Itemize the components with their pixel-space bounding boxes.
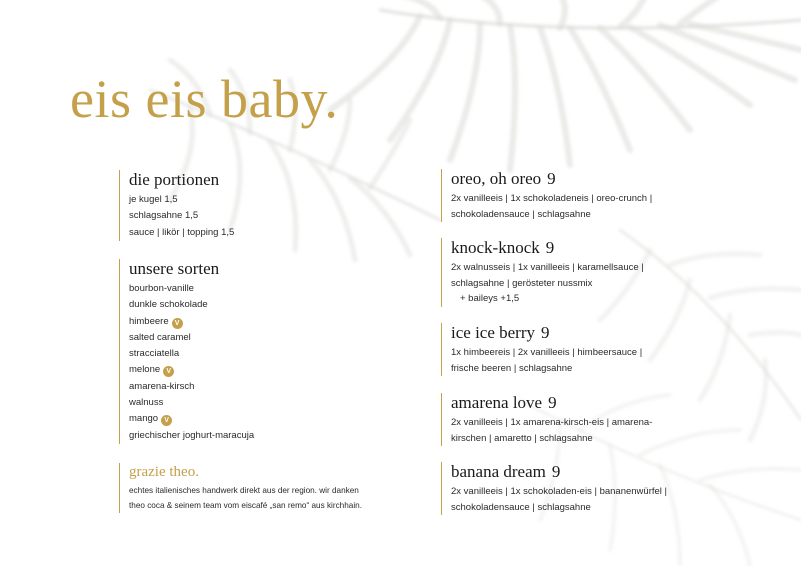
menu-item-title	[451, 393, 652, 413]
menu-item-desc: 2x walnusseis | 1x vanilleeis | karamellsauce |	[451, 262, 644, 273]
flavor-item	[129, 379, 254, 395]
menu-item-amarena-love	[441, 393, 652, 446]
flavor-name: amarena-kirsch	[129, 380, 195, 392]
grazie-text: theo coca & seinem team vom eiscafé „san remo“ aus kirchhain.	[129, 501, 362, 510]
flavor-item	[129, 330, 254, 346]
grazie-section	[119, 463, 362, 513]
flavor-item	[129, 411, 254, 427]
portion-line: sauce | likör | topping 1,5	[129, 226, 235, 238]
portionen-heading: die portionen	[129, 170, 220, 189]
menu-item-desc: schlagsahne | gerösteter nussmix	[451, 277, 593, 289]
menu-item-price: 9	[548, 393, 557, 412]
flavor-item	[129, 281, 254, 297]
menu-item-knock-knock	[441, 238, 644, 307]
menu-item-desc: 2x vanilleeis | 1x schokoladeneis | oreo-crunch |	[451, 193, 653, 204]
flavor-name: griechischer joghurt-maracuja	[129, 429, 255, 441]
flavor-name: stracciatella	[129, 348, 180, 360]
menu-item-desc: frische beeren | schlagsahne	[451, 362, 573, 374]
menu-item-desc: schokoladensauce | schlagsahne	[451, 501, 591, 513]
vegan-badge-icon: V	[161, 415, 172, 426]
portionen-section	[119, 170, 234, 241]
menu-item-name: banana dream	[451, 462, 546, 481]
menu-item-name: knock-knock	[451, 238, 540, 257]
menu-item-price: 9	[541, 323, 550, 342]
menu-item-price: 9	[551, 462, 561, 481]
vegan-badge-icon: V	[163, 366, 174, 377]
menu-item-title	[451, 169, 652, 189]
sorten-section	[119, 259, 254, 444]
flavor-item	[129, 297, 254, 313]
menu-item-desc: schokoladensauce | schlagsahne	[451, 208, 591, 220]
flavor-name: dunkle schokolade	[129, 299, 208, 311]
flavor-name: bourbon-vanille	[129, 283, 194, 294]
menu-item-ice-ice-berry	[441, 323, 642, 376]
menu-item-oreo	[441, 169, 652, 222]
flavor-name: melone	[129, 364, 161, 376]
menu-item-price: 9	[545, 238, 555, 257]
flavor-name: salted caramel	[129, 331, 191, 343]
menu-item-name: ice ice berry	[451, 323, 535, 342]
menu-item-name: amarena love	[451, 393, 543, 412]
vegan-badge-icon: V	[172, 318, 183, 329]
menu-item-desc: 2x vanilleeis | 1x amarena-kirsch-eis | amarena-	[451, 417, 653, 428]
flavor-item	[129, 314, 254, 330]
menu-item-title	[451, 323, 642, 343]
menu-item-banana-dream	[441, 462, 667, 515]
flavor-name: himbeere	[129, 315, 169, 327]
menu-item-title	[451, 462, 667, 482]
sorten-heading: unsere sorten	[129, 259, 220, 278]
flavor-item	[129, 395, 254, 411]
flavor-item	[129, 346, 254, 362]
grazie-heading: grazie theo.	[129, 464, 199, 480]
flavor-name: walnuss	[129, 397, 164, 409]
menu-item-name: oreo, oh oreo	[451, 169, 542, 188]
flavor-name: mango	[129, 413, 159, 425]
page-title: eis eis baby.	[70, 69, 339, 129]
portion-line: schlagsahne 1,5	[129, 210, 199, 222]
menu-item-desc: 2x vanilleeis | 1x schokoladen-eis | bananenwürfel |	[451, 486, 667, 497]
grazie-text: echtes italienisches handwerk direkt aus der region. wir danken	[129, 486, 359, 495]
flavor-item	[129, 362, 254, 378]
menu-item-addon: + baileys +1,5	[460, 293, 520, 304]
menu-item-title	[451, 238, 644, 258]
flavor-item	[129, 428, 254, 444]
menu-item-desc: 1x himbeereis | 2x vanilleeis | himbeersauce |	[451, 347, 643, 358]
menu-item-desc: kirschen | amaretto | schlagsahne	[451, 432, 593, 444]
menu-item-price: 9	[547, 169, 556, 188]
portion-line: je kugel 1,5	[129, 194, 178, 205]
